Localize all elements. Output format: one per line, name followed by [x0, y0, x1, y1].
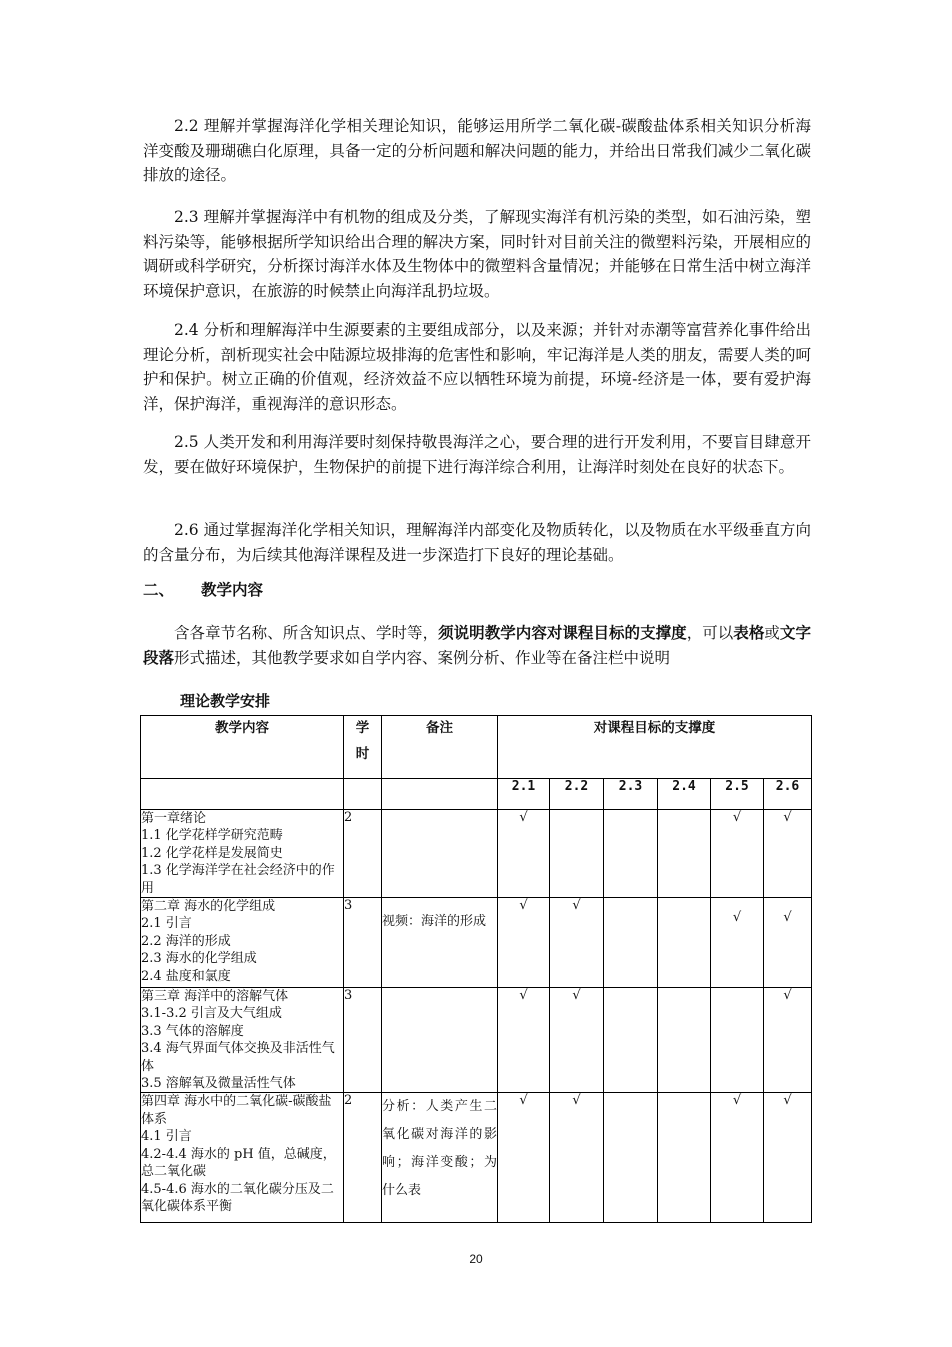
goal-header: 2.5 — [711, 779, 764, 810]
row-content — [141, 898, 344, 988]
check-mark: √ — [732, 910, 742, 926]
check-mark: √ — [519, 1093, 528, 1109]
support-cell — [764, 988, 812, 1093]
goal-header: 2.1 — [498, 779, 550, 810]
support-cell — [711, 988, 764, 1093]
content-line: 4.1 引言 — [141, 1129, 192, 1145]
row-note: 视频：海洋的形成 — [382, 898, 498, 988]
intro-bold-1: 须说明教学内容对课程目标的支撑度 — [438, 623, 687, 642]
support-cell — [658, 810, 711, 898]
header-hours — [344, 716, 382, 779]
content-line: 3.5 溶解氧及微量活性气体 — [141, 1076, 296, 1092]
row-hours: 3 — [344, 898, 382, 988]
section-heading — [143, 578, 263, 600]
content-line: 3.3 气体的溶解度 — [141, 1023, 244, 1039]
content-line: 2.3 海水的化学组成 — [141, 951, 257, 967]
row-hours: 2 — [344, 810, 382, 898]
support-cell — [498, 810, 550, 898]
row-hours: 3 — [344, 988, 382, 1093]
table-body — [141, 810, 812, 1223]
paragraph-2-4: 2.4 分析和理解海洋中生源要素的主要组成部分，以及来源；并针对赤潮等富营养化事件给出理论分析，剖析现实社会中陆源垃圾排海的危害性和影响，牢记海洋是人类的朋友，需要人类的呵护和保护。树立正确的价值观，经济效益不应以牺牲环境为前提，环境-经济是一体，要有爱护海洋，保护海洋，重视海洋的意识形态。 — [143, 321, 811, 413]
support-cell — [764, 810, 812, 898]
intro-text-1: 含各章节名称、所含知识点、学时等， — [174, 624, 439, 642]
table-row — [141, 898, 812, 988]
check-mark: √ — [519, 810, 528, 825]
check-mark: √ — [732, 1093, 742, 1109]
goal-header: 2.3 — [604, 779, 658, 810]
check-mark: √ — [732, 810, 742, 825]
content-line: 3.1-3.2 引言及大气组成 — [141, 1006, 282, 1022]
check-mark: √ — [572, 988, 581, 1004]
intro-paragraph — [143, 621, 811, 670]
goal-header: 2.4 — [658, 779, 711, 810]
support-cell — [711, 898, 764, 988]
support-cell — [498, 1093, 550, 1223]
content-line: 2.4 盐度和氯度 — [141, 968, 231, 984]
content-line: 2.1 引言 — [141, 916, 192, 932]
page-number: 20 — [469, 1252, 483, 1266]
header-hours-1: 学 — [355, 720, 370, 736]
check-mark: √ — [783, 1093, 792, 1109]
support-cell — [658, 988, 711, 1093]
row-hours: 2 — [344, 1093, 382, 1223]
intro-bold-2: 表格 — [733, 623, 765, 642]
support-cell — [498, 988, 550, 1093]
content-line: 第四章 海水中的二氧化碳-碳酸盐体系 — [141, 1094, 332, 1127]
row-content — [141, 1093, 344, 1223]
support-cell — [764, 1093, 812, 1223]
table-title: 理论教学安排 — [180, 692, 271, 710]
support-cell — [604, 810, 658, 898]
intro-text-4: 形式描述，其他教学要求如自学内容、案例分析、作业等在备注栏中说明 — [174, 648, 671, 667]
support-cell — [550, 810, 604, 898]
section-number: 二、 — [143, 580, 175, 599]
content-line: 第一章绪论 — [141, 811, 207, 826]
support-cell — [550, 1093, 604, 1223]
row-content — [141, 988, 344, 1093]
paragraph-2-3: 2.3 理解并掌握海洋中有机物的组成及分类，了解现实海洋有机污染的类型，如石油污染，塑料污染等，能够根据所学知识给出合理的解决方案，同时针对目前关注的微塑料污染，开展相应的调研或科学研究，分析探讨海洋水体及生物体中的微塑料含量情况；并能够在日常生活中树立海洋环境保护意识，在旅游的时候禁止向海洋乱扔垃圾。 — [143, 208, 811, 300]
header-support: 对课程目标的支撑度 — [498, 716, 812, 779]
table-row — [141, 810, 812, 898]
support-cell — [711, 1093, 764, 1223]
intro-text-2: ，可以 — [686, 624, 734, 642]
row-note — [382, 988, 498, 1093]
support-cell — [604, 1093, 658, 1223]
support-cell — [604, 898, 658, 988]
row-note: 分析：人类产生二氧化碳对海洋的影响；海洋变酸；为什么表 — [382, 1093, 498, 1223]
check-mark: √ — [572, 898, 581, 914]
intro-text-3: 或 — [764, 624, 780, 642]
paragraph-2-5: 2.5 人类开发和利用海洋要时刻保持敬畏海洋之心，要合理的进行开发利用，不要盲目肆意开发，要在做好环境保护，生物保护的前提下进行海洋综合利用，让海洋时刻处在良好的状态下。 — [143, 433, 811, 476]
content-line: 3.4 海气界面气体交换及非活性气体 — [141, 1041, 335, 1074]
content-line: 第二章 海水的化学组成 — [141, 899, 276, 915]
support-cell — [658, 898, 711, 988]
content-line: 4.2-4.4 海水的 pH 值，总碱度，总二氧化碳 — [141, 1146, 336, 1180]
support-cell — [764, 898, 812, 988]
header-content: 教学内容 — [141, 716, 344, 779]
support-cell — [550, 898, 604, 988]
check-mark: √ — [519, 898, 528, 914]
table-row — [141, 1093, 812, 1223]
content-line: 1.1 化学花样学研究范畴 — [141, 828, 283, 844]
subheader-blank — [382, 779, 498, 810]
subheader-blank — [344, 779, 382, 810]
goal-header: 2.2 — [550, 779, 604, 810]
support-cell — [550, 988, 604, 1093]
check-mark: √ — [783, 988, 792, 1004]
check-mark: √ — [519, 988, 528, 1004]
row-note — [382, 810, 498, 898]
content-line: 2.2 海洋的形成 — [141, 933, 231, 949]
goal-header: 2.6 — [764, 779, 812, 810]
header-hours-2: 时 — [355, 746, 370, 762]
check-mark: √ — [572, 1093, 581, 1109]
row-content — [141, 810, 344, 898]
content-line: 1.2 化学花样是发展简史 — [141, 845, 283, 861]
content-line: 4.5-4.6 海水的二氧化碳分压及二氧化碳体系平衡 — [141, 1181, 334, 1214]
section-title: 教学内容 — [201, 580, 264, 599]
content-line: 第三章 海洋中的溶解气体 — [141, 989, 289, 1005]
support-cell — [498, 898, 550, 988]
intro-bold-3: 文字段落 — [143, 623, 811, 667]
content-line: 1.3 化学海洋学在社会经济中的作用 — [141, 863, 335, 896]
support-cell — [658, 1093, 711, 1223]
support-cell — [604, 988, 658, 1093]
check-mark: √ — [783, 910, 792, 926]
paragraph-2-6: 2.6 通过掌握海洋化学相关知识，理解海洋内部变化及物质转化，以及物质在水平级垂直方向的含量分布，为后续其他海洋课程及进一步深造打下良好的理论基础。 — [143, 521, 811, 564]
paragraph-2-2: 2.2 理解并掌握海洋化学相关理论知识，能够运用所学二氧化碳-碳酸盐体系相关知识分析海洋变酸及珊瑚礁白化原理，具备一定的分析问题和解决问题的能力，并给出日常我们减少二氧化碳排放的途径。 — [143, 117, 811, 184]
subheader-blank — [141, 779, 344, 810]
support-cell — [711, 810, 764, 898]
check-mark: √ — [783, 810, 792, 825]
table-row — [141, 988, 812, 1093]
header-notes: 备注 — [382, 716, 498, 779]
teaching-schedule-table — [140, 715, 812, 1223]
